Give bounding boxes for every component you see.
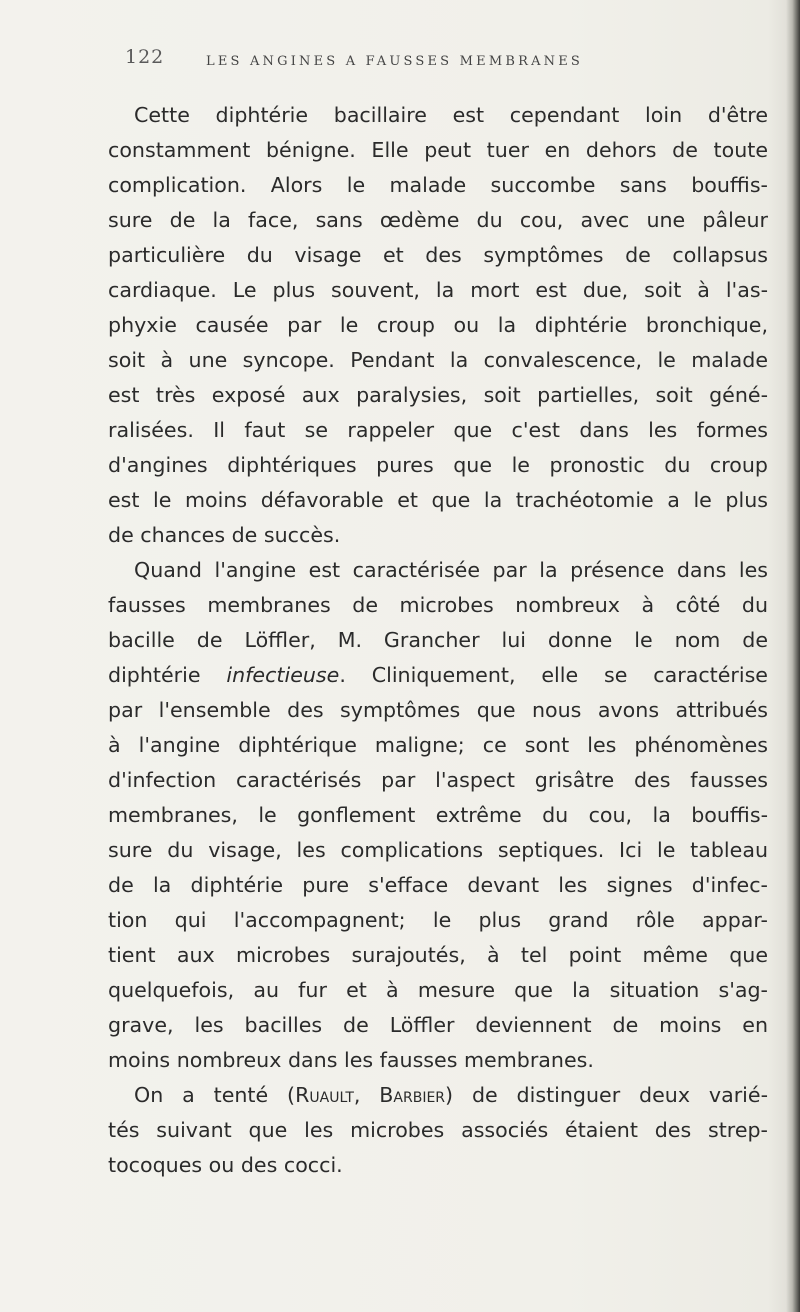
text-line: membranes, le gonflement extrême du cou, la bouffis-	[108, 803, 768, 827]
text-line: moins nombreux dans les fausses membranes.	[108, 1048, 594, 1072]
text-line: particulière du visage et des symptômes de collapsus	[108, 243, 768, 267]
text-line: sure de la face, sans œdème du cou, avec une pâleur	[108, 208, 768, 232]
body-text	[108, 98, 768, 1183]
text-line: tion qui l'accompagnent; le plus grand rôle appar-	[108, 908, 768, 932]
text-line: par l'ensemble des symptômes que nous avons attribués	[108, 698, 768, 722]
text-line	[108, 658, 768, 693]
italic-term: infectieuse	[226, 663, 340, 687]
text-line: d'infection caractérisés par l'aspect grisâtre des fausses	[108, 768, 768, 792]
text-line: à l'angine diphtérique maligne; ce sont les phénomènes	[108, 733, 768, 757]
text-line: tés suivant que les microbes associés étaient des strep-	[108, 1118, 768, 1142]
text-line: Quand l'angine est caractérisée par la présence dans les	[134, 558, 768, 582]
text-line: phyxie causée par le croup ou la diphtérie bronchique,	[108, 313, 768, 337]
text-line	[108, 1078, 768, 1113]
text-line: sure du visage, les complications septiques. Ici le tableau	[108, 838, 768, 862]
text-line: fausses membranes de microbes nombreux à côté du	[108, 593, 768, 617]
text-line: Cette diphtérie bacillaire est cependant loin d'être	[134, 103, 768, 127]
text-line: soit à une syncope. Pendant la convalescence, le malade	[108, 348, 768, 372]
author-name: Barbier	[379, 1083, 446, 1107]
text-line: de chances de succès.	[108, 523, 341, 547]
text-segment: ,	[353, 1083, 380, 1107]
text-segment: diphtérie	[108, 663, 227, 687]
text-line: tocoques ou des cocci.	[108, 1153, 343, 1177]
running-title: LES ANGINES A FAUSSES MEMBRANES	[206, 54, 584, 69]
text-line: est le moins défavorable et que la trachéotomie a le plus	[108, 488, 768, 512]
page-number: 122	[125, 46, 165, 68]
text-line: ralisées. Il faut se rappeler que c'est dans les formes	[108, 418, 768, 442]
text-line: de la diphtérie pure s'efface devant les signes d'infec-	[108, 873, 768, 897]
text-segment: ) de distinguer deux varié-	[445, 1083, 768, 1107]
text-line: constamment bénigne. Elle peut tuer en dehors de toute	[108, 138, 768, 162]
text-line: bacille de Löffler, M. Grancher lui donne le nom de	[108, 628, 768, 652]
text-line: quelquefois, au fur et à mesure que la situation s'ag-	[108, 978, 768, 1002]
text-line: d'angines diphtériques pures que le pronostic du croup	[108, 453, 768, 477]
text-segment: . Cliniquement, elle se caractérise	[339, 663, 768, 687]
text-segment: On a tenté (	[134, 1083, 296, 1107]
text-line: tient aux microbes surajoutés, à tel point même que	[108, 943, 768, 967]
author-name: Ruault	[295, 1083, 354, 1107]
page-edge-shadow	[786, 0, 800, 1312]
text-line: grave, les bacilles de Löffler deviennent de moins en	[108, 1013, 768, 1037]
text-line: est très exposé aux paralysies, soit partielles, soit géné-	[108, 383, 768, 407]
text-line: cardiaque. Le plus souvent, la mort est due, soit à l'as-	[108, 278, 768, 302]
page-header	[125, 46, 765, 76]
text-line: complication. Alors le malade succombe sans bouffis-	[108, 173, 768, 197]
